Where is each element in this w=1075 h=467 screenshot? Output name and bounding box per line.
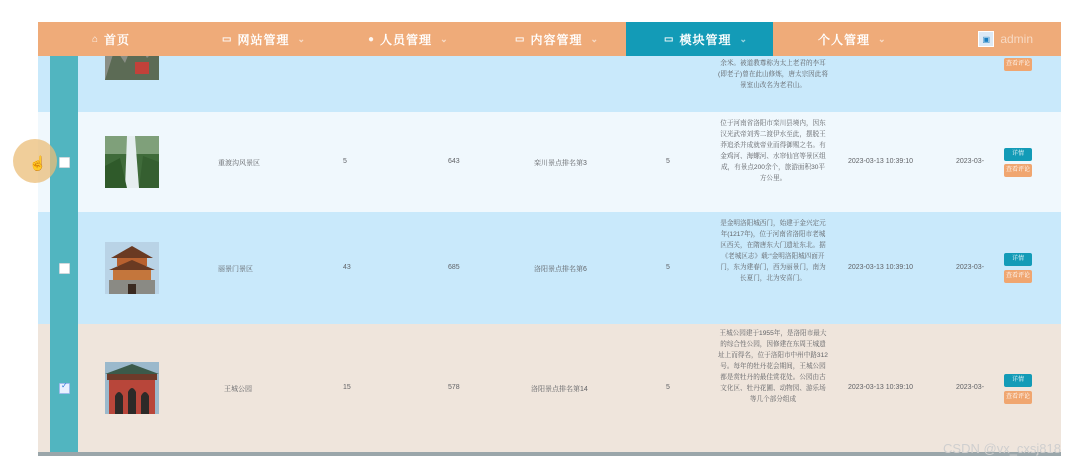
admin-name: admin	[1000, 32, 1033, 46]
value-cell: 643	[448, 158, 460, 165]
time-cell: 2023-03-13 10:39:10	[848, 384, 913, 391]
checkbox-column	[50, 56, 78, 112]
scenic-thumbnail	[105, 136, 159, 188]
scenic-thumbnail	[105, 242, 159, 294]
time-cell: 2023-03-	[956, 264, 985, 271]
chevron-down-icon: ⌄	[440, 33, 449, 44]
name-cell: 丽景门景区	[218, 266, 253, 273]
nav-label: 网站管理	[237, 32, 290, 47]
view-comments-button[interactable]: 查看评论	[1004, 164, 1032, 177]
chevron-down-icon: ⌄	[739, 33, 749, 44]
description-cell: 是金明洛阳城西门，始建于金兴定元年(1217年)，位于河南省洛阳市老城区西关，在隋唐东大门遗址东北。据《老城区志》载:“金明洛阳城四面开门，东为建春门，西为丽景门，南为长夏门，北为安喜门。	[720, 220, 826, 282]
description-cell: 余米。被道教尊称为太上老君的李耳(即老子)曾在此山修炼，唐太宗因此将景室山改名为老君山。	[718, 60, 828, 89]
detail-button[interactable]: 详情	[1004, 148, 1032, 161]
value-cell: 578	[448, 384, 460, 391]
table-row	[38, 324, 1061, 454]
description-cell: 王城公园建于1955年，是洛阳市最大的综合性公园，因修建在东周王城遗址上而得名，位于洛阳市中州中路312号。每年的牡丹花会期间，王城公园都是赏牡丹的最佳赏花处。公园由古文化区、牡丹花圃、动物园、游乐场等几个部分组成	[718, 330, 828, 403]
module-icon: ▭	[664, 33, 675, 45]
value-cell: 685	[448, 264, 460, 271]
chevron-down-icon: ⌄	[590, 33, 600, 44]
scenic-thumbnail	[105, 362, 159, 414]
table-row	[38, 56, 1061, 112]
admin-menu[interactable]	[978, 22, 1033, 56]
nav-item-staff-management[interactable]	[368, 22, 449, 56]
scenic-thumbnail	[105, 56, 159, 80]
avatar-icon: ▣	[978, 31, 994, 47]
home-icon: ⌂	[92, 33, 100, 45]
description-cell: 位于河南省洛阳市栾川县境内，因东汉光武帝刘秀二渡伊水至此，摆脱王莽追杀并成就帝业而得御赐之名。有金鸡河、海螺河、水帘仙宫等景区组成，有景点200余个，旅游面积30平方公里。	[720, 120, 826, 182]
nav-item-module-management[interactable]	[626, 22, 773, 56]
nav-item-site-management[interactable]	[222, 22, 306, 56]
nav-item-personal-management[interactable]	[818, 22, 887, 56]
rank-cell: 洛阳景点排名第6	[534, 266, 587, 273]
time-cell: 2023-03-	[956, 158, 985, 165]
nav-label: 模块管理	[679, 32, 732, 47]
rank-cell: 洛阳景点排名第14	[531, 386, 588, 393]
value-cell: 5	[666, 264, 670, 271]
row-checkbox[interactable]	[59, 263, 70, 274]
nav-item-content-management[interactable]	[515, 22, 599, 56]
horizontal-scrollbar[interactable]	[38, 452, 1061, 456]
detail-button[interactable]: 详情	[1004, 374, 1032, 387]
view-comments-button[interactable]: 查看评论	[1004, 270, 1032, 283]
chevron-down-icon: ⌄	[878, 33, 887, 44]
nav-label: 个人管理	[818, 32, 871, 47]
table-row	[38, 212, 1061, 324]
data-table	[38, 56, 1061, 454]
table-row	[38, 112, 1061, 212]
row-checkbox[interactable]	[59, 383, 70, 394]
row-checkbox[interactable]	[59, 157, 70, 168]
value-cell: 15	[343, 384, 351, 391]
nav-label: 人员管理	[380, 32, 433, 47]
time-cell: 2023-03-13 10:39:10	[848, 264, 913, 271]
view-comments-button[interactable]: 查看评论	[1004, 391, 1032, 404]
chevron-down-icon: ⌄	[297, 33, 307, 44]
user-icon: ●	[368, 33, 376, 45]
content-icon: ▭	[515, 33, 526, 45]
value-cell: 5	[343, 158, 347, 165]
nav-item-home[interactable]	[92, 22, 130, 56]
view-comments-button[interactable]: 查看评论	[1004, 58, 1032, 71]
top-nav-bar	[38, 22, 1061, 56]
value-cell: 5	[666, 158, 670, 165]
rank-cell: 栾川景点排名第3	[534, 160, 587, 167]
nav-label: 内容管理	[530, 32, 583, 47]
hand-pointer-icon: ☝	[29, 155, 47, 171]
time-cell: 2023-03-	[956, 384, 985, 391]
watermark: CSDN @vx_cxsj818	[943, 441, 1061, 456]
name-cell: 重渡沟风景区	[218, 160, 260, 167]
window-icon: ▭	[222, 33, 233, 45]
detail-button[interactable]: 详情	[1004, 253, 1032, 266]
nav-label: 首页	[104, 32, 131, 47]
value-cell: 5	[666, 384, 670, 391]
value-cell: 43	[343, 264, 351, 271]
name-cell: 王城公园	[224, 386, 252, 393]
time-cell: 2023-03-13 10:39:10	[848, 158, 913, 165]
